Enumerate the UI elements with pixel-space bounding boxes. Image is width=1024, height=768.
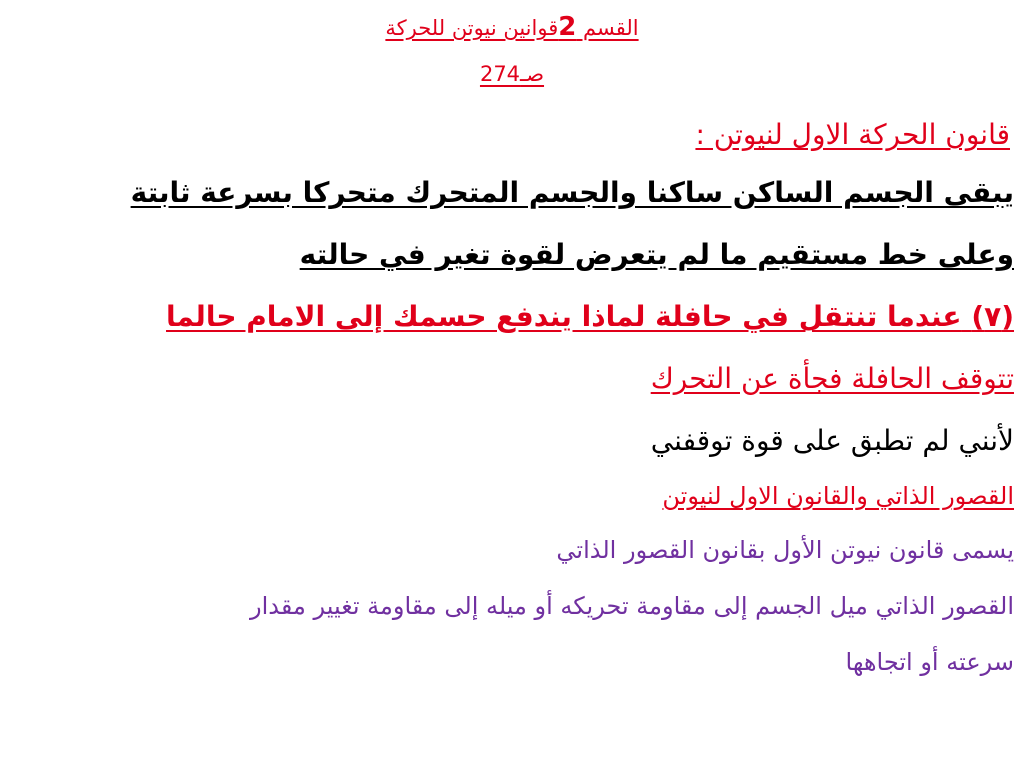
question-line-2: تتوقف الحافلة فجأة عن التحرك (650, 362, 1014, 395)
section-title (0, 12, 1024, 42)
inertia-line-1: يسمى قانون نيوتن الأول بقانون القصور الذاتي (556, 536, 1014, 564)
inertia-heading: القصور الذاتي والقانون الاول لنيوتن (662, 482, 1014, 510)
page-reference: صـ274 (479, 62, 545, 86)
inertia-line-2: القصور الذاتي ميل الجسم إلى مقاومة تحريكه أو ميله إلى مقاومة تغيير مقدار (250, 592, 1014, 620)
question-answer: لأنني لم تطبق على قوة توقفني (650, 424, 1014, 457)
question-line-1 (10, 300, 1014, 333)
first-law-definition-line-1: يبقى الجسم الساكن ساكنا والجسم المتحرك متحركا بسرعة ثابتة (130, 176, 1014, 209)
inertia-line-3: سرعته أو اتجاهها (845, 648, 1014, 676)
section-number: 2 (558, 12, 577, 42)
question-text-1: عندما تنتقل في حافلة لماذا يندفع حسمك إلى الامام حالما (166, 300, 962, 333)
first-law-heading: قانون الحركة الاول لنيوتن : (695, 118, 1010, 151)
first-law-definition-line-2: وعلى خط مستقيم ما لم يتعرض لقوة تغير في حالته (299, 238, 1014, 271)
section-title-prefix: القسم (576, 16, 639, 40)
section-title-text: قوانين نيوتن للحركة (385, 16, 559, 40)
question-number: (٧) (971, 300, 1014, 333)
